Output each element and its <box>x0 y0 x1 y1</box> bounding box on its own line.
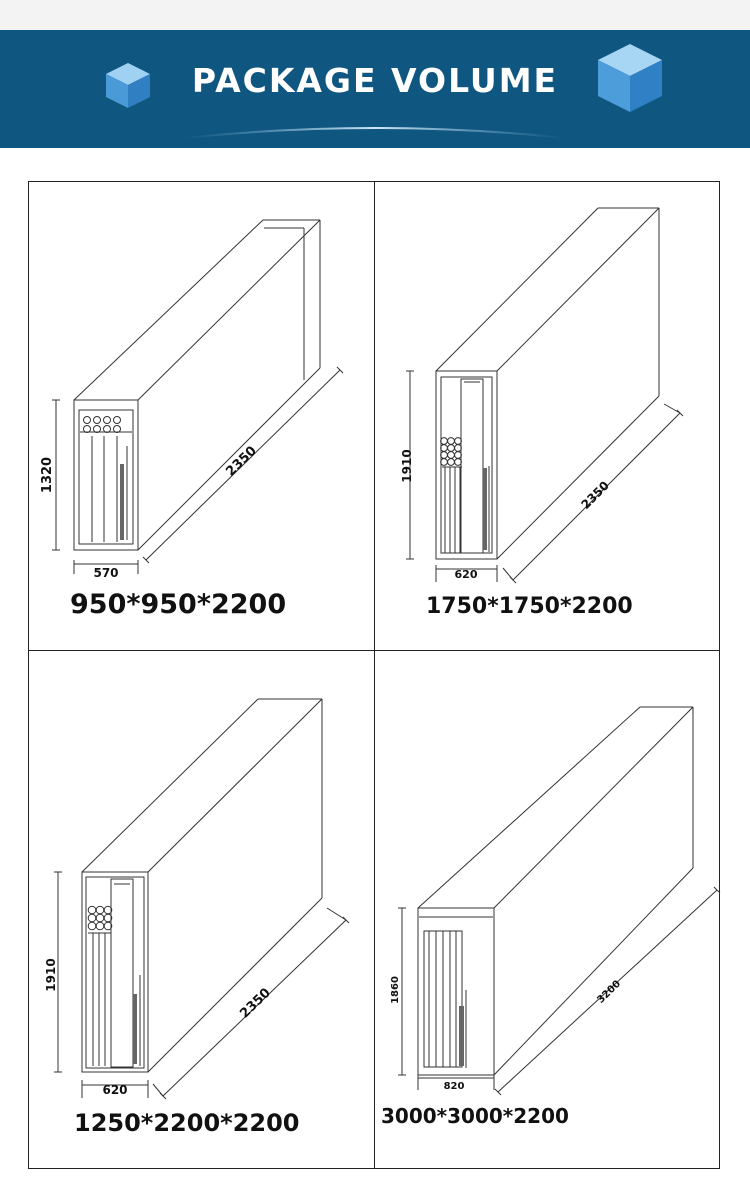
package-2-caption: 1750*1750*2200 <box>426 594 633 619</box>
length-label: 3200 <box>595 978 624 1006</box>
package-4-drawing <box>390 707 720 1095</box>
front-width-label: 820 <box>443 1081 465 1092</box>
front-height-label: 1860 <box>390 976 401 1004</box>
page-title: PACKAGE VOLUME <box>191 60 559 100</box>
package-front-detail <box>86 877 144 1068</box>
dimension-lines <box>54 872 349 1099</box>
package-box-outline <box>74 220 320 550</box>
front-height-label: 1320 <box>40 456 55 494</box>
dimension-lines <box>406 371 683 583</box>
front-width-label: 620 <box>102 1083 128 1097</box>
package-1-drawing <box>40 220 343 580</box>
package-front-detail <box>419 917 493 1068</box>
package-front-detail <box>441 377 492 553</box>
length-label: 2350 <box>237 985 274 1022</box>
package-box-outline <box>82 699 322 1072</box>
package-1-caption: 950*950*2200 <box>70 589 287 620</box>
front-height-label: 1910 <box>400 449 414 483</box>
package-front-detail <box>79 410 133 544</box>
package-3-caption: 1250*2200*2200 <box>74 1109 300 1137</box>
package-3-drawing <box>44 699 349 1099</box>
length-label: 2350 <box>223 443 260 480</box>
dimension-lines <box>52 367 343 574</box>
front-height-label: 1910 <box>44 958 58 992</box>
package-box-outline <box>436 208 659 559</box>
package-4-caption: 3000*3000*2200 <box>381 1104 569 1128</box>
dimension-lines <box>398 887 720 1095</box>
front-width-label: 570 <box>93 566 119 580</box>
package-2-drawing <box>400 208 683 583</box>
front-width-label: 620 <box>454 568 478 581</box>
length-label: 2350 <box>578 478 612 512</box>
